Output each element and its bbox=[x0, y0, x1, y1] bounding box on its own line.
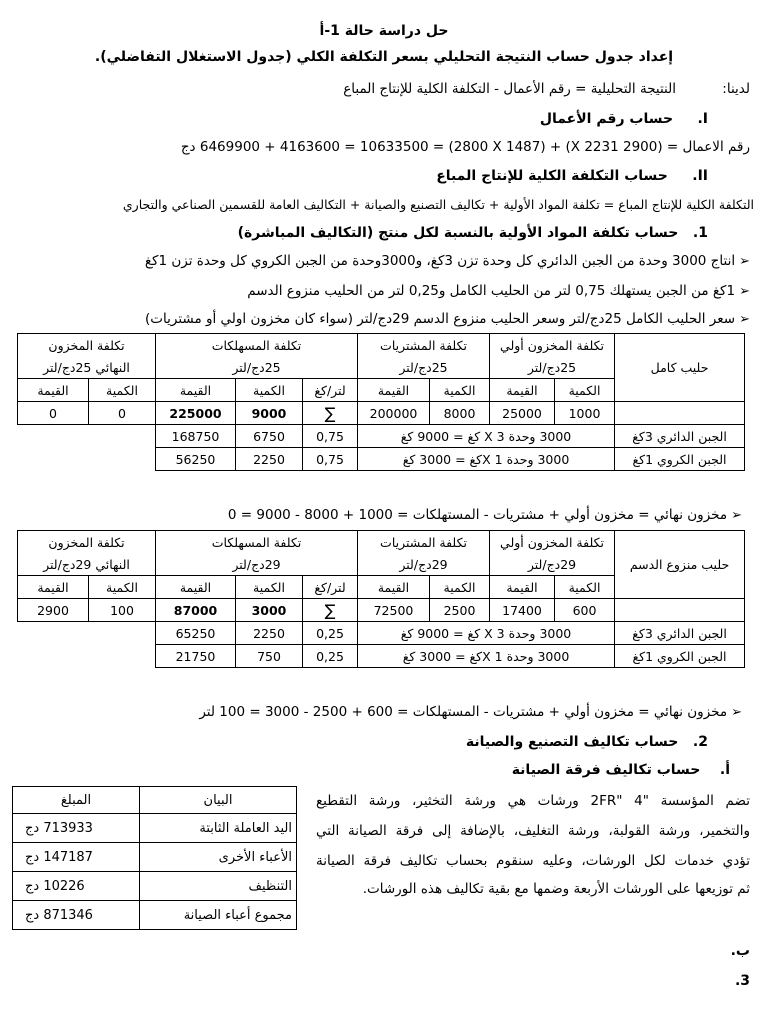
column-header: المبلغ bbox=[13, 787, 140, 814]
column-header: الكمية bbox=[555, 379, 615, 402]
table-cell: 3000 bbox=[236, 599, 303, 622]
value-cell: 56250 bbox=[156, 448, 236, 471]
column-header: الكمية bbox=[89, 576, 156, 599]
column-header: الكمية bbox=[555, 576, 615, 599]
column-header: لتر/كغ bbox=[303, 576, 358, 599]
ratio-cell: 0,75 bbox=[303, 425, 358, 448]
section-1-heading bbox=[540, 110, 708, 128]
table-cell: 1000 bbox=[555, 402, 615, 425]
ratio-cell: 0,75 bbox=[303, 448, 358, 471]
table-cell: 871346 دج bbox=[13, 901, 140, 930]
column-header: القيمة bbox=[156, 379, 236, 402]
group-unit: النهائي 29دج/لتر bbox=[18, 553, 156, 576]
full-milk-table bbox=[17, 333, 745, 471]
sum-symbol: ∑ bbox=[303, 402, 358, 425]
skim-milk-table bbox=[17, 530, 745, 668]
empty-cell bbox=[615, 599, 745, 622]
qty-cell: 2250 bbox=[236, 622, 303, 645]
sub-product-cell: الجبن الكروي 1كغ bbox=[615, 448, 745, 471]
stock-formula bbox=[228, 506, 742, 525]
section-1-number: I. bbox=[697, 111, 708, 127]
table-cell: 200000 bbox=[358, 402, 430, 425]
column-header: الكمية bbox=[89, 379, 156, 402]
column-header: لتر/كغ bbox=[303, 379, 358, 402]
table-cell: مجموع أعباء الصيانة bbox=[140, 901, 297, 930]
table-cell: 2500 bbox=[430, 599, 490, 622]
column-header: البيان bbox=[140, 787, 297, 814]
column-header: القيمة bbox=[358, 576, 430, 599]
paragraph-line: تؤدي خدمات لكل الورشات، وعليه سنقوم بحساب تكاليف فرقة الصيانة bbox=[316, 853, 750, 869]
stock-formula-text: مخزون نهائي = مخزون أولي + مشتريات - المستهلكات = 1000 + 8000 - 9000 = 0 bbox=[227, 507, 728, 523]
stock-formula-text: مخزون نهائي = مخزون أولي + مشتريات - المستهلكات = 600 + 2500 - 3000 = 100 لتر bbox=[199, 704, 728, 720]
group-unit: 29دج/لتر bbox=[358, 553, 490, 576]
table-cell: 8000 bbox=[430, 402, 490, 425]
table-cell: 713933 دج bbox=[13, 814, 140, 843]
column-header: القيمة bbox=[358, 379, 430, 402]
group-unit: 29دج/لتر bbox=[156, 553, 358, 576]
table-cell: 225000 bbox=[156, 402, 236, 425]
sub-product-cell: الجبن الدائري 3كغ bbox=[615, 622, 745, 645]
given-formula: النتيجة التحليلية = رقم الأعمال - التكلفة الكلية للإنتاج المباع bbox=[343, 81, 676, 97]
subsection-2a-number: أ. bbox=[719, 762, 730, 778]
table-cell: 72500 bbox=[358, 599, 430, 622]
table-cell: 100 bbox=[89, 599, 156, 622]
table-cell: 9000 bbox=[236, 402, 303, 425]
table-cell: 87000 bbox=[156, 599, 236, 622]
subsection-2a-heading bbox=[512, 761, 730, 779]
product-cell: حليب كامل bbox=[615, 334, 745, 402]
subsection-2a-title: حساب تكاليف فرقة الصيانة bbox=[511, 762, 701, 778]
column-header: القيمة bbox=[18, 576, 89, 599]
bullet-item bbox=[145, 252, 750, 271]
group-header: تكلفة المشتريات bbox=[358, 531, 490, 554]
section-2-title: حساب التكلفة الكلية للإنتاج المباع bbox=[436, 168, 668, 184]
qty-cell: 2250 bbox=[236, 448, 303, 471]
subsection-2-heading bbox=[466, 733, 708, 751]
ratio-cell: 0,25 bbox=[303, 645, 358, 668]
column-header: القيمة bbox=[490, 576, 555, 599]
product-cell: حليب منزوع الدسم bbox=[615, 531, 745, 599]
group-header: تكلفة المخزون أولي bbox=[490, 334, 615, 357]
group-header: تكلفة المخزون bbox=[18, 531, 156, 554]
empty-cell bbox=[18, 622, 156, 645]
bullet-text: انتاج 3000 وحدة من الجبن الدائري كل وحدة تزن 3كغ، و3000وحدة من الجبن الكروي كل وحدة تزن 1كغ bbox=[144, 253, 736, 269]
group-unit: 29دج/لتر bbox=[490, 553, 615, 576]
arrow-bullet-icon: ➢ bbox=[731, 508, 742, 523]
empty-cell bbox=[615, 402, 745, 425]
sum-symbol: ∑ bbox=[303, 599, 358, 622]
given-label: لدينا: bbox=[722, 81, 750, 97]
table-cell: 2900 bbox=[18, 599, 89, 622]
table-cell: 0 bbox=[89, 402, 156, 425]
section-2-heading bbox=[436, 167, 708, 185]
group-header: تكلفة المشتريات bbox=[358, 334, 490, 357]
group-unit: النهائي 25دج/لتر bbox=[18, 356, 156, 379]
qty-cell: 6750 bbox=[236, 425, 303, 448]
table-cell: 0 bbox=[18, 402, 89, 425]
stock-formula bbox=[199, 703, 742, 722]
qty-cell: 750 bbox=[236, 645, 303, 668]
arrow-bullet-icon: ➢ bbox=[739, 284, 750, 299]
arrow-bullet-icon: ➢ bbox=[731, 705, 742, 720]
section-2-formula: التكلفة الكلية للإنتاج المباع = تكلفة المواد الأولية + تكاليف التصنيع والصيانة + التكاليف العامة للقسمين الصناعي والتجاري bbox=[122, 197, 754, 212]
calc-cell: 3000 وحدة X 3 كغ = 9000 كغ bbox=[358, 622, 615, 645]
group-unit: 25دج/لتر bbox=[358, 356, 490, 379]
column-header: القيمة bbox=[156, 576, 236, 599]
table-cell: اليد العاملة الثابتة bbox=[140, 814, 297, 843]
table-cell: 10226 دج bbox=[13, 872, 140, 901]
paragraph-line: ثم توزيعها على الورشات الأربعة وضمها مع بقية تكاليف هذه الورشات. bbox=[362, 881, 750, 897]
column-header: الكمية bbox=[236, 576, 303, 599]
table-cell: 600 bbox=[555, 599, 615, 622]
column-header: الكمية bbox=[430, 576, 490, 599]
table-cell: 17400 bbox=[490, 599, 555, 622]
bullet-text: سعر الحليب الكامل 25دج/لتر وسعر الحليب منزوع الدسم 29دج/لتر (سواء كان مخزون اولي أو مشتريات) bbox=[145, 311, 736, 327]
bullet-item bbox=[145, 310, 750, 329]
doc-subtitle: إعداد جدول حساب النتيجة التحليلي بسعر التكلفة الكلي (جدول الاستغلال التفاضلي). bbox=[94, 49, 674, 65]
paragraph-line: والتخمير، ورشة القولبة، ورشة التغليف، بالإضافة إلى فرقة الصيانة التي bbox=[316, 823, 750, 839]
calc-cell: 3000 وحدة X 1كغ = 3000 كغ bbox=[358, 645, 615, 668]
sub-product-cell: الجبن الكروي 1كغ bbox=[615, 645, 745, 668]
group-header: تكلفة المسهلكات bbox=[156, 334, 358, 357]
item-3-marker: .3 bbox=[734, 973, 750, 989]
group-unit: 25دج/لتر bbox=[490, 356, 615, 379]
table-cell: التنظيف bbox=[140, 872, 297, 901]
group-header: تكلفة المخزون أولي bbox=[490, 531, 615, 554]
paragraph-line: تضم المؤسسة "2FR" 4 ورشات هي ورشة التخثير، ورشة التقطيع bbox=[316, 793, 750, 809]
calc-cell: 3000 وحدة X 3 كغ = 9000 كغ bbox=[358, 425, 615, 448]
section-1-formula: رقم الاعمال = (2900 X 2231) + (2800 X 1487) = 6469900 + 4163600 = 10633500 دج bbox=[180, 139, 750, 155]
table-cell: الأعباء الأخرى bbox=[140, 843, 297, 872]
subsection-1-title: حساب تكلفة المواد الأولية بالنسبة لكل منتج (التكاليف المباشرة) bbox=[237, 225, 679, 241]
subsection-1-heading bbox=[238, 224, 708, 242]
value-cell: 65250 bbox=[156, 622, 236, 645]
section-2-number: II. bbox=[692, 168, 708, 184]
group-header: تكلفة المسهلكات bbox=[156, 531, 358, 554]
group-header: تكلفة المخزون bbox=[18, 334, 156, 357]
bullet-text: 1كغ من الجبن يستهلك 0,75 لتر من الحليب الكامل و0,25 لتر من الحليب منزوع الدسم bbox=[247, 283, 736, 299]
value-cell: 168750 bbox=[156, 425, 236, 448]
table-cell: 147187 دج bbox=[13, 843, 140, 872]
column-header: القيمة bbox=[18, 379, 89, 402]
maintenance-costs-table bbox=[12, 786, 297, 930]
ratio-cell: 0,25 bbox=[303, 622, 358, 645]
doc-title: حل دراسة حالة 1-أ bbox=[319, 23, 449, 39]
empty-cell bbox=[18, 425, 156, 448]
item-b-marker: ب. bbox=[730, 943, 750, 959]
column-header: الكمية bbox=[430, 379, 490, 402]
arrow-bullet-icon: ➢ bbox=[739, 254, 750, 269]
empty-cell bbox=[18, 645, 156, 668]
column-header: الكمية bbox=[236, 379, 303, 402]
empty-cell bbox=[18, 448, 156, 471]
calc-cell: 3000 وحدة X 1كغ = 3000 كغ bbox=[358, 448, 615, 471]
subsection-1-number: 1. bbox=[692, 225, 708, 241]
sub-product-cell: الجبن الدائري 3كغ bbox=[615, 425, 745, 448]
subsection-2-number: 2. bbox=[692, 734, 708, 750]
section-1-title: حساب رقم الأعمال bbox=[539, 111, 674, 127]
table-cell: 25000 bbox=[490, 402, 555, 425]
value-cell: 21750 bbox=[156, 645, 236, 668]
column-header: القيمة bbox=[490, 379, 555, 402]
subsection-2-title: حساب تكاليف التصنيع والصيانة bbox=[465, 734, 679, 750]
group-unit: 25دج/لتر bbox=[156, 356, 358, 379]
arrow-bullet-icon: ➢ bbox=[739, 312, 750, 327]
bullet-item bbox=[247, 282, 750, 301]
